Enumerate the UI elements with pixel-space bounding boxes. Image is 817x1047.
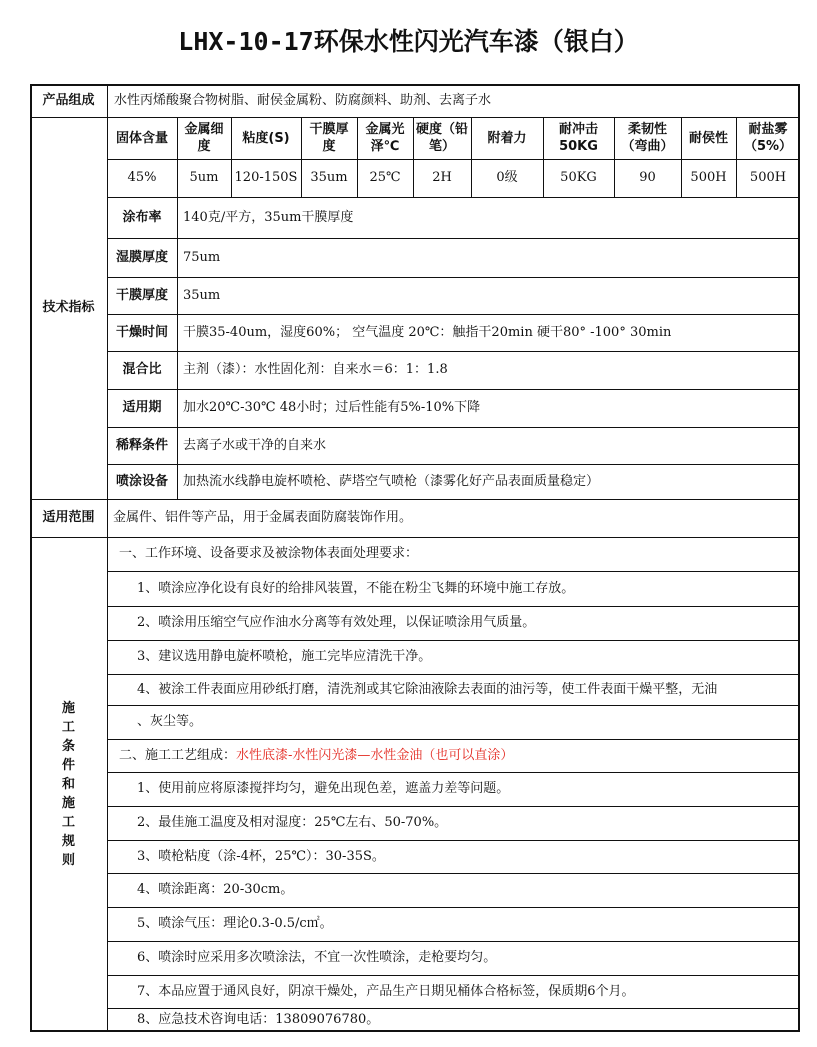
tech-value: 5um [189,170,219,185]
tech-header-line: 耐盐雾 [748,122,788,137]
rules-label-char: 施 [61,796,75,811]
tech-value: 2H [432,170,452,185]
tech-header-line: 柔韧性 [627,122,667,137]
tech-value: 35um [310,170,348,185]
tech-header [107,117,177,159]
tech-row-value: 35um [183,287,221,303]
rules-label-char: 施 [61,701,75,716]
rule-line: 2、最佳施工温度及相对湿度：25℃左右、50-70%。 [137,815,448,830]
rule-line: 3、喷枪粘度（涂-4杯，25℃）：30-35S。 [137,848,385,864]
tech-header-line: 耐冲击 [558,122,598,137]
tech-row-value: 主剂（漆）：水性固化剂：自来水＝6：1：1.8 [183,362,448,377]
tech-row-value: 加热流水线静电旋杯喷枪、萨塔空气喷枪（漆雾化好产品表面质量稳定） [183,473,600,489]
tech-header [177,117,231,159]
tech-header-line: 附着力 [487,130,527,146]
rule-line: 4、被涂工件表面应用砂纸打磨，清洗剂或其它除油液除去表面的油污等，使工件表面干燥平整，无油 [137,681,718,697]
rules-label-char: 条 [61,739,75,754]
tech-row-value: 加水20℃-30℃ 48小时；过后性能有5%-10%下降 [183,400,481,415]
section2-heading [115,739,798,772]
section2-prefix: 二、施工工艺组成： [119,747,237,763]
tech-header [231,117,301,159]
tech-header-line: 笔） [428,139,455,154]
page-title: LHX-10-17环保水性闪光汽车漆（银白） [178,27,639,56]
rules-label-char: 工 [61,720,75,735]
tech-header-line: 50KG [559,139,598,154]
tech-value: 90 [639,170,656,185]
rule-line: 2、喷涂用压缩空气应作油水分离等有效处理，以保证喷涂用气质量。 [137,615,536,630]
tech-label: 技术指标 [42,300,95,315]
tech-header-line: 干膜厚 [309,122,349,137]
tech-value: 500H [749,170,787,185]
tech-row-value: 75um [183,249,221,265]
tech-header-line: 金属细 [184,122,224,137]
tech-row-label: 喷涂设备 [115,473,168,489]
rule-line: 3、建议选用静电旋杯喷枪，施工完毕应清洗干净。 [137,649,432,664]
tech-row-value: 140克/平方，35um干膜厚度 [183,209,354,225]
rules-label-char: 工 [61,815,75,830]
tech-row-label: 混合比 [122,362,162,377]
tech-value: 50KG [560,170,597,185]
rule-line: 一、工作环境、设备要求及被涂物体表面处理要求： [119,546,419,561]
rule-line: 1、喷涂应净化设有良好的给排风装置，不能在粉尘飞舞的环境中施工存放。 [137,580,575,596]
tech-row-label: 湿膜厚度 [115,249,168,265]
tech-row-label: 干膜厚度 [115,287,168,303]
rule-line: 6、喷涂时应采用多次喷涂法，不宜一次性喷涂，走枪要均匀。 [137,950,497,965]
tech-header [681,117,736,159]
tech-header-line: （弯曲） [621,139,674,154]
tech-header-line: 金属光 [365,122,405,137]
tech-header-line: 耐侯性 [688,130,728,146]
tech-value: 25℃ [369,170,401,185]
tech-header-line: 泽℃ [370,139,400,154]
tech-header [301,117,357,159]
rule-line: 1、使用前应将原漆搅拌均匀，避免出现色差，遮盖力差等问题。 [137,781,510,796]
tech-value: 500H [690,170,727,185]
rule-line: 7、本品应置于通风良好，阴凉干燥处，产品生产日期见桶体合格标签，保质期6个月。 [137,983,635,999]
rule-line: 4、喷涂距离：20-30cm。 [137,882,294,897]
tech-header [543,117,614,159]
tech-header [413,117,471,159]
tech-value: 45% [127,170,157,185]
rule-line: 5、喷涂气压：理论0.3-0.5/c㎡。 [137,916,333,931]
tech-header [736,117,800,159]
table-rule [177,197,178,499]
rule-line: 8、应急技术咨询电话：13809076780。 [137,1012,380,1027]
tech-row-label: 适用期 [122,400,162,415]
composition-label: 产品组成 [42,93,95,108]
tech-row-value: 干膜35-40um，湿度60%； 空气温度 20℃：触指干20min 硬干80° -100° 30min [183,324,672,340]
tech-value: 120-150S [234,170,298,185]
rules-label-char: 件 [61,758,75,773]
tech-header-line: 粘度(S) [242,130,290,146]
rules-label-char: 和 [61,777,75,792]
tech-row-value: 去离子水或干净的自来水 [183,437,327,453]
tech-header-line: 度 [197,139,211,154]
tech-row-label: 稀释条件 [115,437,168,453]
tech-header-line: 度 [322,139,336,154]
scope-value: 金属件、铝件等产品，用于金属表面防腐装饰作用。 [113,510,413,525]
section2-highlight: 水性底漆-水性闪光漆—水性金油（也可以直涂） [236,747,514,763]
tech-value: 0级 [496,170,518,185]
tech-header-line: 硬度（铅 [415,122,468,137]
tech-header [614,117,681,159]
tech-header-line: 固体含量 [115,130,168,146]
rules-label-char: 规 [61,834,75,849]
rules-label [30,537,107,1032]
composition-value: 水性丙烯酸聚合物树脂、耐侯金属粉、防腐颜料、助剂、去离子水 [114,93,492,108]
tech-header [471,117,543,159]
tech-header [357,117,413,159]
scope-label: 适用范围 [42,510,95,525]
tech-header-line: （5%） [743,139,793,154]
tech-row-label: 涂布率 [122,209,162,225]
rule-line: 、灰尘等。 [137,714,203,729]
tech-row-label: 干燥时间 [115,324,168,340]
rules-label-char: 则 [61,853,75,868]
